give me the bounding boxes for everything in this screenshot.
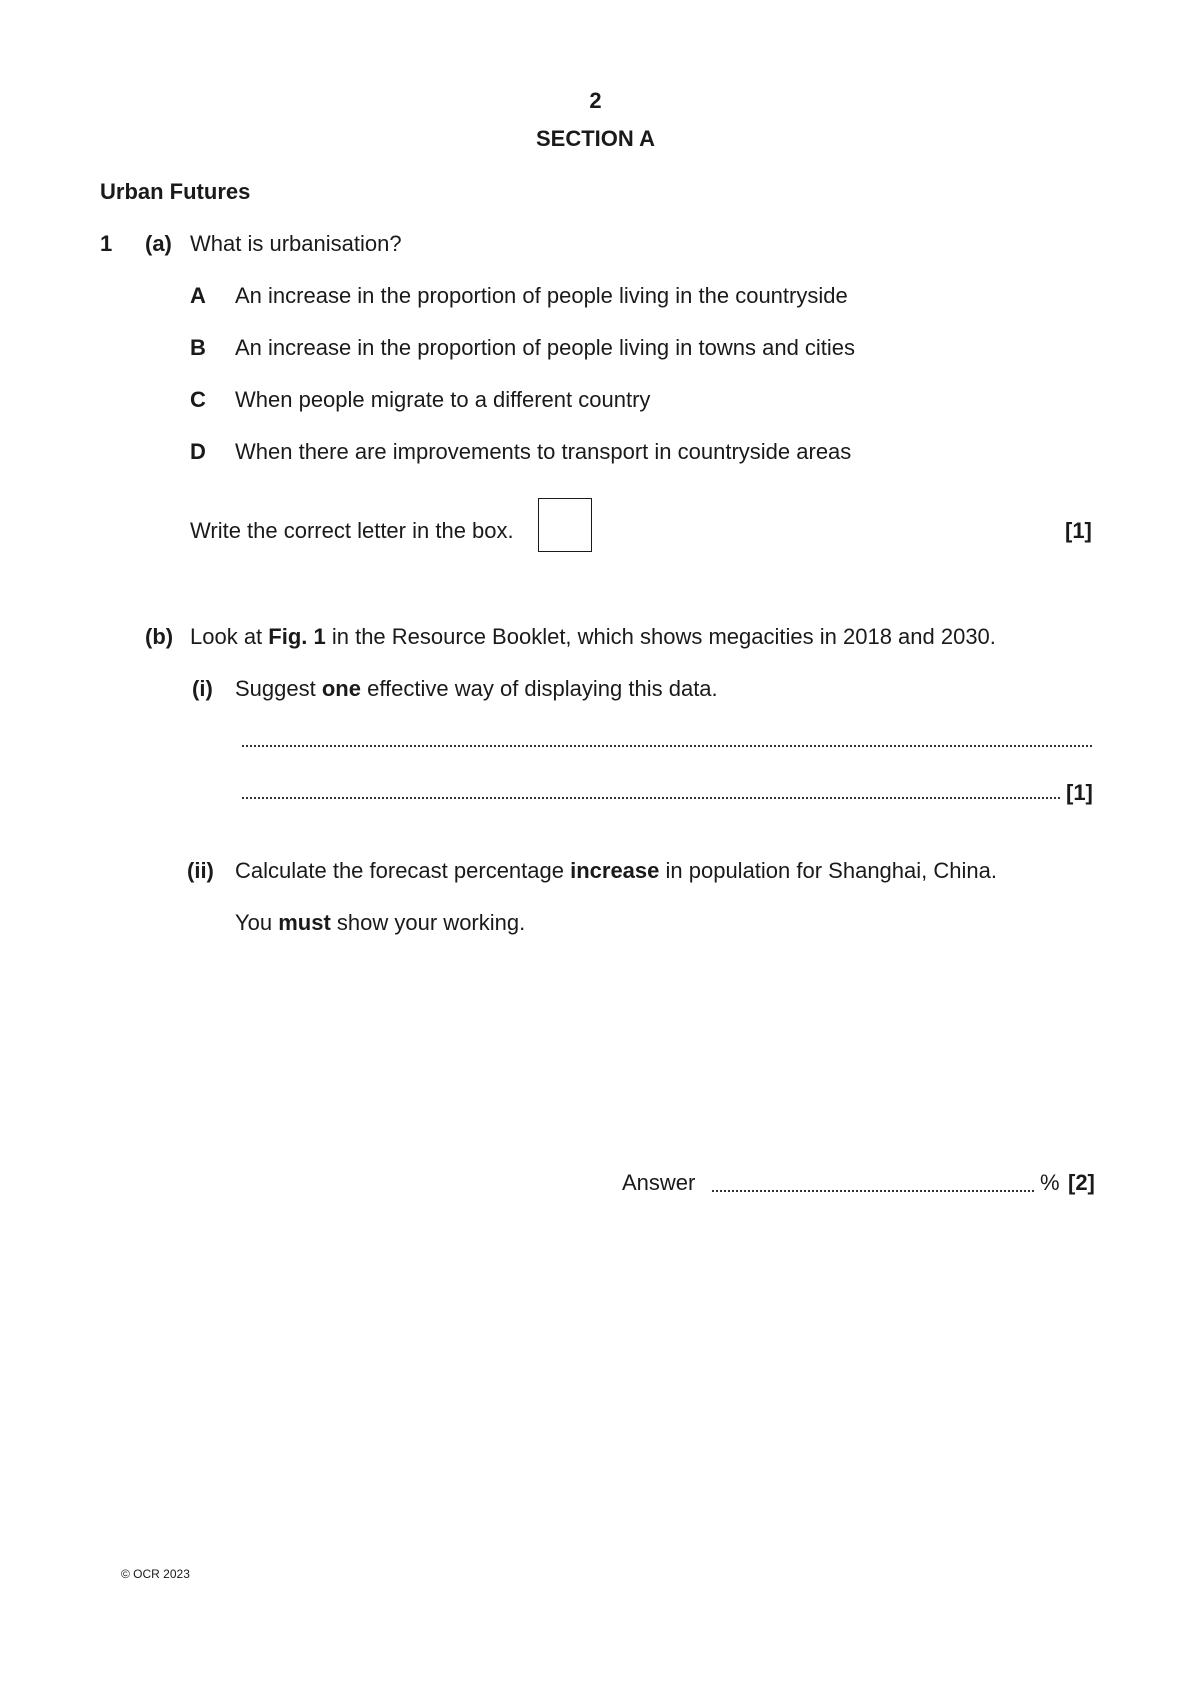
copyright-footer: © OCR 2023 (121, 1567, 190, 1581)
part-b-intro-pre: Look at (190, 624, 269, 649)
answer-letter-box[interactable] (538, 498, 592, 552)
part-a-question: What is urbanisation? (190, 231, 402, 256)
sub-ii-label: (ii) (187, 858, 214, 883)
option-letter: B (190, 335, 206, 360)
sub-ii-text-post: in population for Shanghai, China. (659, 858, 997, 883)
answer-instruction: Write the correct letter in the box. (190, 518, 514, 543)
working-post: show your working. (330, 910, 526, 935)
section-title: SECTION A (536, 126, 655, 151)
part-a-label: (a) (145, 231, 172, 256)
option-text: An increase in the proportion of people living in the countryside (235, 283, 848, 308)
option-text: An increase in the proportion of people living in towns and cities (235, 335, 856, 360)
part-b-intro-post: in the Resource Booklet, which shows megacities in 2018 and 2030. (325, 624, 996, 649)
part-b-intro (190, 624, 996, 650)
option-text: When people migrate to a different country (235, 387, 651, 412)
topic-heading: Urban Futures (100, 179, 251, 204)
part-b-label: (b) (145, 624, 174, 649)
sub-i-text-post: effective way of displaying this data. (360, 676, 718, 701)
sub-ii-text (235, 858, 997, 884)
fig-1-reference: Fig. 1 (268, 624, 326, 649)
answer-line[interactable] (242, 797, 1060, 799)
working-pre: You (235, 910, 279, 935)
sub-i-text-pre: Suggest (235, 676, 322, 701)
option-letter: A (190, 283, 206, 308)
sub-i-label: (i) (192, 676, 213, 701)
working-instruction (235, 910, 525, 936)
page-number: 2 (589, 88, 602, 113)
question-number: 1 (100, 231, 113, 256)
answer-line[interactable] (242, 745, 1092, 747)
option-letter: D (190, 439, 206, 464)
part-a-marks: [1] (1065, 518, 1092, 543)
working-emphasis: must (278, 910, 331, 935)
answer-label: Answer (622, 1170, 696, 1195)
answer-unit: % (1040, 1170, 1060, 1195)
sub-ii-emphasis: increase (570, 858, 660, 883)
sub-i-text (235, 676, 718, 702)
sub-ii-text-pre: Calculate the forecast percentage (235, 858, 571, 883)
option-text: When there are improvements to transport in countryside areas (235, 439, 852, 464)
option-letter: C (190, 387, 206, 412)
sub-ii-marks: [2] (1068, 1170, 1095, 1195)
sub-i-marks: [1] (1066, 780, 1093, 805)
sub-i-emphasis: one (321, 676, 361, 701)
percentage-answer-line[interactable] (712, 1190, 1034, 1192)
